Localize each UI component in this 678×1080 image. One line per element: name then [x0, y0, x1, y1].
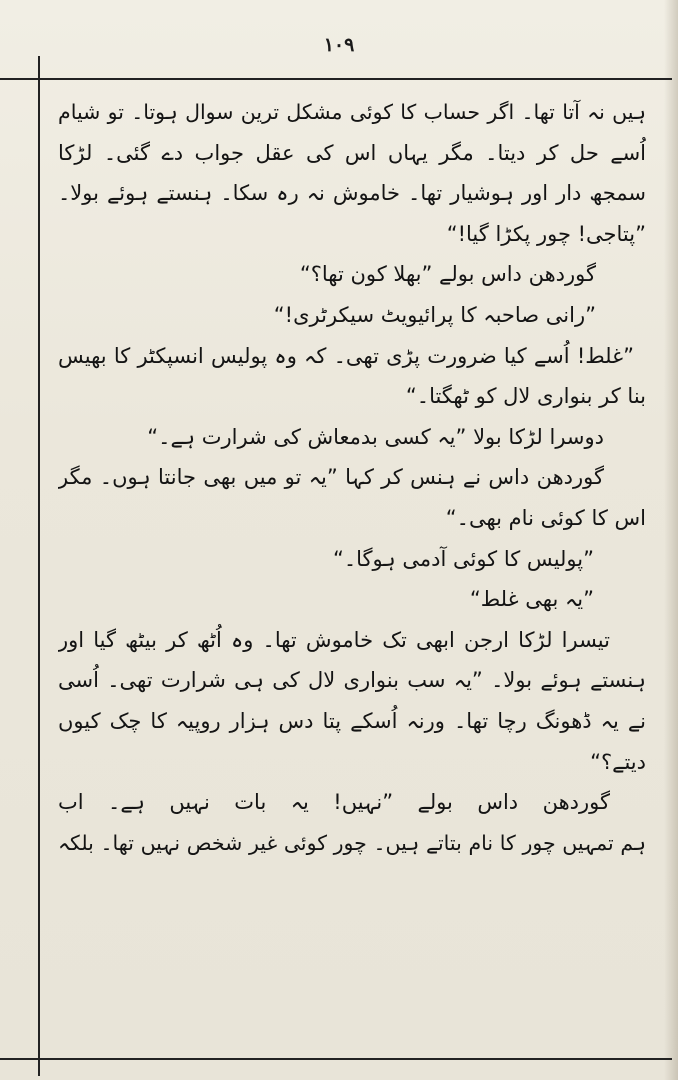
text-line: نے یہ ڈھونگ رچا تھا۔ ورنہ اُسکے پتا دس ہزار روپیہ کا چک کیوں: [58, 708, 646, 733]
bottom-rule: [0, 1058, 672, 1060]
text-line: دیتے؟“: [590, 749, 646, 774]
text-line: ”پولیس کا کوئی آدمی ہوگا۔“: [332, 546, 594, 571]
text-line: ہم تمہیں چور کا نام بتاتے ہیں۔ چور کوئی غیر شخص نہیں تھا۔ بلکہ: [58, 830, 646, 855]
text-line: گوردھن داس بولے ”نہیں! یہ بات نہیں ہے۔ اب: [58, 790, 610, 815]
text-line: گوردھن داس نے ہنس کر کہا ”یہ تو میں بھی جانتا ہوں۔ مگر: [58, 465, 604, 490]
text-line: ”رانی صاحبہ کا پرائیویٹ سیکرٹری!“: [273, 302, 596, 327]
left-margin-rule: [38, 56, 40, 1076]
page-number: ۱۰۹: [323, 34, 355, 56]
text-line: ”یہ بھی غلط“: [469, 587, 594, 612]
text-line: ہنستے ہوئے بولا۔ ”یہ سب بنواری لال کی ہی شرارت تھی۔ اُسی: [58, 668, 646, 693]
text-line: ”پتاجی! چور پکڑا گیا!“: [446, 221, 646, 246]
text-line: بنا کر بنواری لال کو ٹھگتا۔“: [405, 384, 646, 409]
text-line: ہیں نہ آتا تھا۔ اگر حساب کا کوئی مشکل ترین سوال ہوتا۔ تو شیام: [58, 100, 646, 124]
text-line: اس کا کوئی نام بھی۔“: [445, 505, 646, 530]
text-line: اُسے حل کر دیتا۔ مگر یہاں اس کی عقل جواب دے گئی۔ لڑکا: [58, 140, 646, 165]
text-line: سمجھ دار اور ہوشیار تھا۔ خاموش نہ رہ سکا۔ ہنستے ہوئے بولا۔: [58, 181, 646, 206]
text-line: گوردھن داس بولے ”بھلا کون تھا؟“: [299, 262, 596, 287]
body-text: [58, 92, 646, 863]
top-rule: [0, 78, 672, 80]
page-edge-shadow: [664, 0, 678, 1080]
text-line: تیسرا لڑکا ارجن ابھی تک خاموش تھا۔ وہ اُٹھ کر بیٹھ گیا اور: [58, 627, 610, 652]
text-line: دوسرا لڑکا بولا ”یہ کسی بدمعاش کی شرارت ہے۔“: [147, 424, 604, 449]
text-line: ”غلط! اُسے کیا ضرورت پڑی تھی۔ کہ وہ پولیس انسپکٹر کا بھیس: [58, 343, 634, 368]
